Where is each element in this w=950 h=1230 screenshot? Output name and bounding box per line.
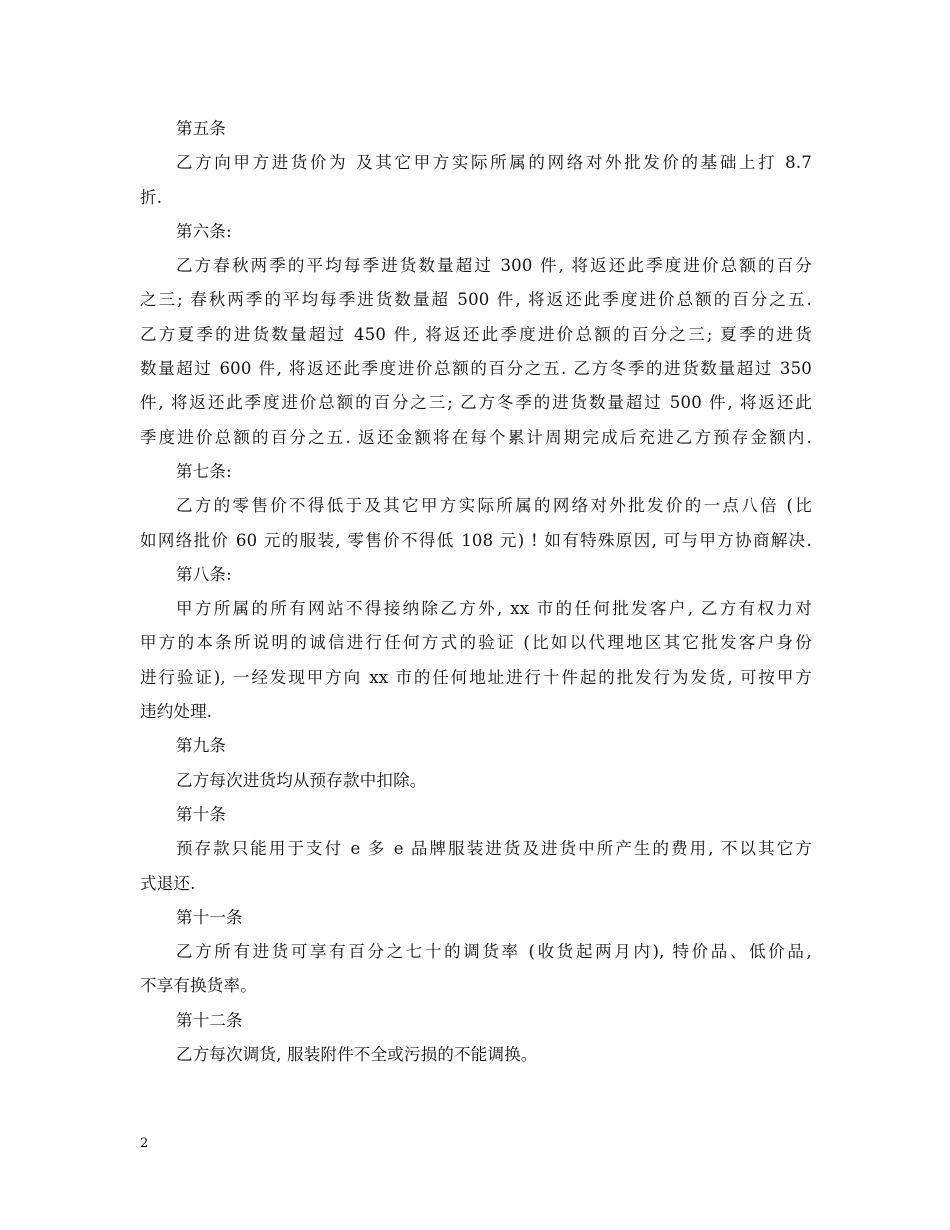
text-line: 折. xyxy=(140,187,163,207)
text-line: 季度进价总额的百分之五. 返还金额将在每个累计周期完成后充进乙方预存金额内. xyxy=(140,427,812,447)
text-line: 违约处理. xyxy=(140,702,213,722)
text-line: 乙方的零售价不得低于及其它甲方实际所属的网络对外批发价的一点八倍 (比 xyxy=(176,496,812,516)
text-line: 第十一条 xyxy=(176,907,243,927)
text-line: 数量超过 600 件, 将返还此季度进价总额的百分之五. 乙方冬季的进货数量超过 350 xyxy=(140,359,812,379)
text-line: 式退还. xyxy=(140,873,196,893)
page-number: 2 xyxy=(140,1136,149,1151)
document-body xyxy=(140,112,812,1072)
text-line: 预存款只能用于支付 e 多 e 品牌服装进货及进货中所产生的费用, 不以其它方 xyxy=(176,839,812,859)
text-line: 乙方所有进货可享有百分之七十的调货率 (收货起两月内), 特价品、低价品, xyxy=(176,942,812,962)
text-line: 之三; 春秋两季的平均每季进货数量超 500 件, 将返还此季度进价总额的百分之五. xyxy=(140,290,812,310)
text-line: 乙方每次调货, 服装附件不全或污损的不能调换。 xyxy=(176,1045,538,1065)
text-line: 乙方夏季的进货数量超过 450 件, 将返还此季度进价总额的百分之三; 夏季的进货 xyxy=(140,324,812,344)
text-line: 第六条: xyxy=(176,221,232,241)
text-line: 乙方每次进货均从预存款中扣除。 xyxy=(176,770,427,790)
text-line: 第八条: xyxy=(176,564,232,584)
text-line: 甲方的本条所说明的诚信进行任何方式的验证 (比如以代理地区其它批发客户身份 xyxy=(140,633,812,653)
text-line: 乙方春秋两季的平均每季进货数量超过 300 件, 将返还此季度进价总额的百分 xyxy=(176,256,812,276)
text-line: 乙方向甲方进货价为 及其它甲方实际所属的网络对外批发价的基础上打 8.7 xyxy=(176,153,812,173)
text-line: 第五条 xyxy=(176,119,227,138)
text-line: 第七条: xyxy=(176,461,232,481)
text-line: 不享有换货率。 xyxy=(140,976,257,996)
text-line: 如网络批价 60 元的服装, 零售价不得低 108 元) ! 如有特殊原因, 可与甲方协商解决. xyxy=(140,530,812,550)
text-line: 第十二条 xyxy=(176,1010,243,1030)
text-line: 进行验证), 一经发现甲方向 xx 市的任何地址进行十件起的批发行为发货, 可按甲方 xyxy=(140,667,812,687)
text-line: 第九条 xyxy=(176,736,227,756)
text-line: 第十条 xyxy=(176,804,227,824)
text-line: 甲方所属的所有网站不得接纳除乙方外, xx 市的任何批发客户, 乙方有权力对 xyxy=(176,599,812,619)
text-line: 件, 将返还此季度进价总额的百分之三; 乙方冬季的进货数量超过 500 件, 将返还此 xyxy=(140,393,812,413)
